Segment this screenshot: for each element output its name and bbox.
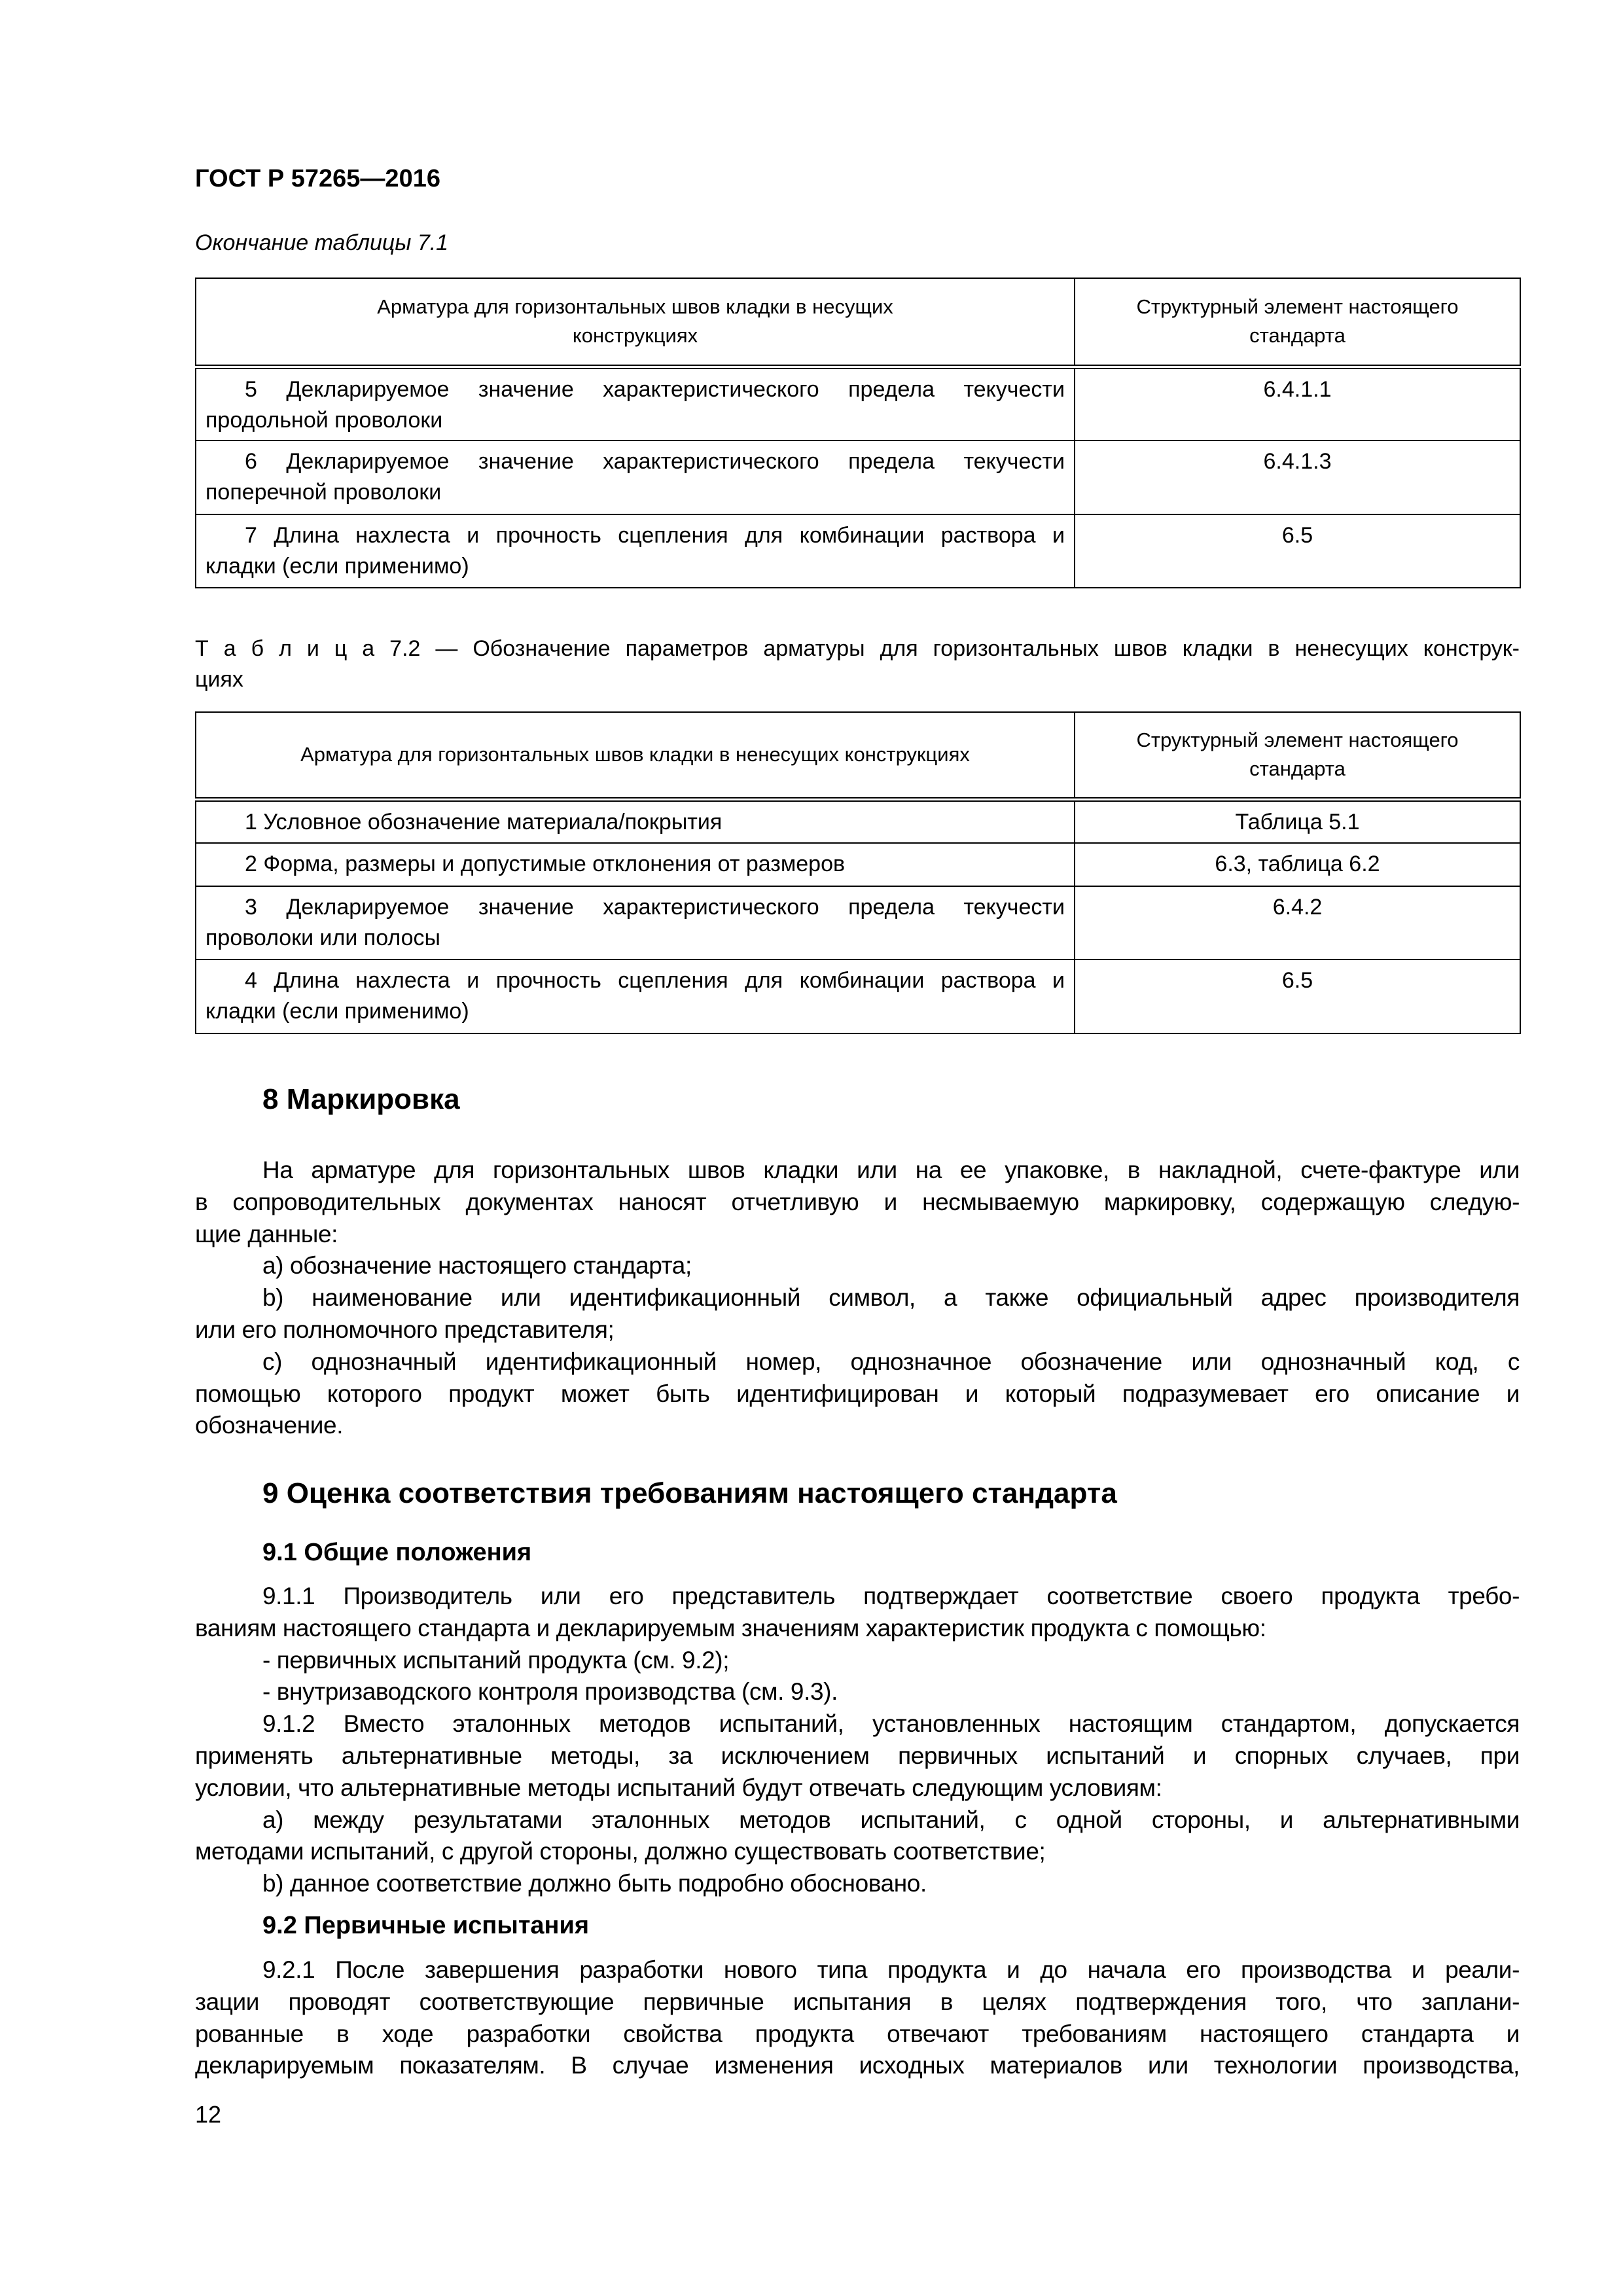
- cell-line: кладки (если применимо): [205, 554, 469, 579]
- text-line: - первичных испытаний продукта (см. 9.2);: [262, 1646, 730, 1674]
- page-number: 12: [195, 2101, 222, 2128]
- header-line: конструкциях: [572, 324, 698, 348]
- section-9-1-text: [195, 1581, 1520, 1900]
- text-line: ваниям настоящего стандарта и декларируемым значениям характеристик продукта с помощью:: [195, 1614, 1266, 1641]
- section-9-2-text: [195, 1954, 1520, 2082]
- reference-cell: 6.4.1.1: [1075, 367, 1520, 440]
- cell-line: 1 Условное обозначение материала/покрытия: [245, 809, 722, 834]
- text-line: c) однозначный идентификационный номер, однозначное обозначение или однозначный код, с: [262, 1348, 1520, 1375]
- cell-line: поперечной проволоки: [205, 480, 442, 505]
- text-line: в сопроводительных документах наносят отчетливую и несмываемую маркировку, содержащую следую-: [195, 1188, 1520, 1215]
- text-line: помощью которого продукт может быть идентифицирован и который подразумевает его описание и: [195, 1380, 1520, 1407]
- cell-line: 7 Длина нахлеста и прочность сцепления для комбинации раствора и: [245, 523, 1065, 548]
- text-line: условии, что альтернативные методы испытаний будут отвечать следующим условиям:: [195, 1774, 1162, 1801]
- table-header-row: [196, 278, 1520, 367]
- table-header-row: [196, 712, 1520, 799]
- header-line: Арматура для горизонтальных швов кладки в ненесущих конструкциях: [300, 743, 970, 766]
- header-line: стандарта: [1249, 757, 1346, 781]
- text-line: декларируемым показателям. В случае изменения исходных материалов или технологии производства,: [195, 2052, 1520, 2079]
- cell-line: 4 Длина нахлеста и прочность сцепления для комбинации раствора и: [245, 968, 1065, 993]
- table-row: [196, 514, 1520, 588]
- table-row: [196, 886, 1520, 960]
- parameter-cell: [196, 799, 1075, 843]
- text-line: b) наименование или идентификационный символ, а также официальный адрес производителя: [262, 1284, 1520, 1312]
- cell-line: 6 Декларируемое значение характеристического предела текучести: [245, 449, 1065, 474]
- text-line: методами испытаний, с другой стороны, должно существовать соответствие;: [195, 1838, 1046, 1865]
- text-line: a) обозначение настоящего стандарта;: [262, 1252, 692, 1280]
- text-line: 9.1.1 Производитель или его представитель подтверждает соответствие своего продукта требо-: [262, 1583, 1520, 1609]
- cell-line: продольной проволоки: [205, 407, 443, 433]
- parameter-cell: [196, 843, 1075, 886]
- reference-cell: 6.5: [1075, 960, 1520, 1033]
- table-row: [196, 799, 1520, 843]
- table-7-1: [195, 278, 1521, 588]
- reference-cell: 6.3, таблица 6.2: [1075, 843, 1520, 886]
- column-header-structural-element: [1075, 712, 1520, 799]
- text-line: 9.2.1 После завершения разработки нового типа продукта и до начала его производства и реали-: [262, 1956, 1520, 1983]
- section-8-text: [195, 1155, 1520, 1442]
- column-header-reinforcement: [196, 278, 1075, 367]
- header-line: Структурный элемент настоящего: [1136, 295, 1459, 319]
- section-9-1-heading: 9.1 Общие положения: [262, 1539, 532, 1566]
- text-line: b) данное соответствие должно быть подробно обосновано.: [262, 1870, 927, 1897]
- reference-cell: 6.4.1.3: [1075, 440, 1520, 514]
- caption-line: циях: [195, 667, 243, 692]
- column-header-reinforcement: [196, 712, 1075, 799]
- header-line: стандарта: [1249, 324, 1346, 348]
- section-9-heading: 9 Оценка соответствия требованиям настоящего стандарта: [262, 1477, 1117, 1509]
- table-row: [196, 960, 1520, 1033]
- reference-cell: Таблица 5.1: [1075, 799, 1520, 843]
- parameter-cell: [196, 440, 1075, 514]
- cell-line: 3 Декларируемое значение характеристического предела текучести: [245, 895, 1065, 920]
- text-line: рованные в ходе разработки свойства продукта отвечают требованиям настоящего стандарта и: [195, 2020, 1520, 2047]
- text-line: - внутризаводского контроля производства (см. 9.3).: [262, 1678, 838, 1706]
- document-code: ГОСТ Р 57265—2016: [195, 165, 440, 192]
- text-line: щие данные:: [195, 1220, 338, 1247]
- section-9-2-heading: 9.2 Первичные испытания: [262, 1912, 590, 1939]
- cell-line: 5 Декларируемое значение характеристического предела текучести: [245, 376, 1065, 402]
- text-line: a) между результатами эталонных методов испытаний, с одной стороны, и альтернативными: [262, 1806, 1520, 1833]
- table-row: [196, 367, 1520, 440]
- parameter-cell: [196, 367, 1075, 440]
- table-continuation-caption: Окончание таблицы 7.1: [195, 230, 449, 255]
- cell-line: кладки (если применимо): [205, 999, 469, 1024]
- table-7-2-caption: [195, 634, 1520, 695]
- parameter-cell: [196, 886, 1075, 960]
- text-line: обозначение.: [195, 1412, 344, 1439]
- reference-cell: 6.5: [1075, 514, 1520, 588]
- table-7-2: [195, 711, 1521, 1034]
- table-row: [196, 440, 1520, 514]
- text-line: На арматуре для горизонтальных швов кладки или на ее упаковке, в накладной, счете-фактуре или: [262, 1157, 1520, 1183]
- header-line: Структурный элемент настоящего: [1136, 728, 1459, 752]
- text-line: применять альтернативные методы, за исключением первичных испытаний и спорных случаев, при: [195, 1742, 1520, 1769]
- table-row: [196, 843, 1520, 886]
- cell-line: проволоки или полосы: [205, 925, 440, 950]
- text-line: или его полномочного представителя;: [195, 1316, 615, 1343]
- text-line: 9.1.2 Вместо эталонных методов испытаний, установленных настоящим стандартом, допускается: [262, 1710, 1520, 1738]
- cell-line: 2 Форма, размеры и допустимые отклонения от размеров: [245, 852, 846, 876]
- column-header-structural-element: [1075, 278, 1520, 367]
- text-line: зации проводят соответствующие первичные испытания в целях подтверждения того, что заплани-: [195, 1988, 1520, 2015]
- reference-cell: 6.4.2: [1075, 886, 1520, 960]
- parameter-cell: [196, 960, 1075, 1033]
- header-line: Арматура для горизонтальных швов кладки в несущих: [377, 295, 893, 319]
- parameter-cell: [196, 514, 1075, 588]
- section-8-heading: 8 Маркировка: [262, 1083, 460, 1115]
- caption-line: Т а б л и ц а 7.2 — Обозначение параметров арматуры для горизонтальных швов кладки в ненесущих конструк-: [195, 636, 1520, 661]
